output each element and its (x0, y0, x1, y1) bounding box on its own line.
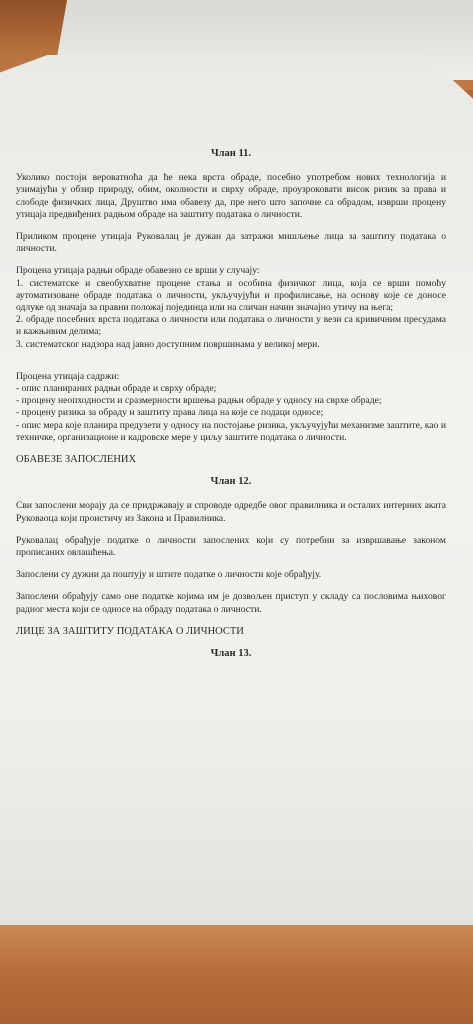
article-11-title: Члан 11. (210, 148, 252, 159)
article-12-title: Члан 12. (210, 476, 252, 488)
article-11-contents-item: - процену неопходности и сразмерности вршења радњи обраде у односу на сврхе обраде; (16, 395, 382, 407)
article-11-list-intro: Процена утицаја радњи обраде обавезно се врши у случају: (16, 265, 260, 277)
article-12-paragraph-3: Запослени су дужни да поштују и штите податке о личности које обрађују. (16, 569, 322, 581)
section-heading-dpo: ЛИЦЕ ЗА ЗАШТИТУ ПОДАТАКА О ЛИЧНОСТИ (16, 625, 244, 637)
article-12-paragraph-2: Руковалац обрађује податке о личности запослених који су потребни за извршавање законом прописаних овлашћења. (16, 534, 446, 559)
article-11-contents-item: - процену ризика за обраду и заштиту права лица на које се подаци односе; (16, 407, 324, 419)
article-11-paragraph-4 (16, 371, 446, 444)
article-12-paragraph-1: Сви запослени морају да се придржавају и спроводе одредбе овог правилника и осталих интерних аката Руковаоца који проистичу из Закона и Правилника. (16, 500, 446, 524)
section-heading-employees: ОБАВЕЗЕ ЗАПОСЛЕНИХ (16, 454, 137, 466)
article-12-paragraph-4: Запослени обрађују само оне податке којима им је дозвољен приступ у складу са пословима њиховог радног места који се односе на обраду података о личности. (16, 591, 446, 615)
document-content (16, 148, 446, 672)
article-11-contents-intro: Процена утицаја садржи: (16, 370, 120, 382)
article-11-list-item: 1. систематске и свеобухватне процене стања и особина физичког лица, која се врши помоћу аутоматизоване обраде података о личности, укључујући и профилисање, на основу које се доносе одлуке од значаја за правни положај појединца или на сличан начин значајно утичу на њега; (16, 277, 446, 314)
article-11-contents-item: - опис планираних радњи обраде и сврху обраде; (16, 383, 217, 395)
article-11-contents-item: - опис мера које планира предузети у односу на постојање ризика, укључујући механизме заштите, као и техничке, организационе и кадровске мере у циљу заштите података о личности. (16, 419, 446, 443)
article-11-list-item: 3. систематског надзора над јавно доступним површинама у великој мери. (16, 338, 320, 350)
article-11-paragraph-3 (16, 265, 446, 350)
article-11-paragraph-1: Уколико постоји вероватноћа да ће нека врста обраде, посебно употребом нових технологија и узимајући у обзир природу, обим, околности и сврху обраде, проузроковати висок ризик за права и слободе физичких лица, Друштво има обавезу да, пре него што започне са обрадом, изврши процену утицаја предвиђених радњом обраде на заштиту података о личности. (16, 172, 446, 220)
article-13-title: Члан 13. (210, 648, 252, 660)
desk-background-bottom (0, 925, 473, 1024)
article-11-paragraph-2: Приликом процене утицаја Руковалац је дужан да затражи мишљење лица за заштиту података о личности. (16, 231, 446, 255)
article-11-list-item: 2. обраде посебних врста података о личности или података о личности у вези са кривичним пресудама и кажњивим делима; (16, 314, 446, 338)
